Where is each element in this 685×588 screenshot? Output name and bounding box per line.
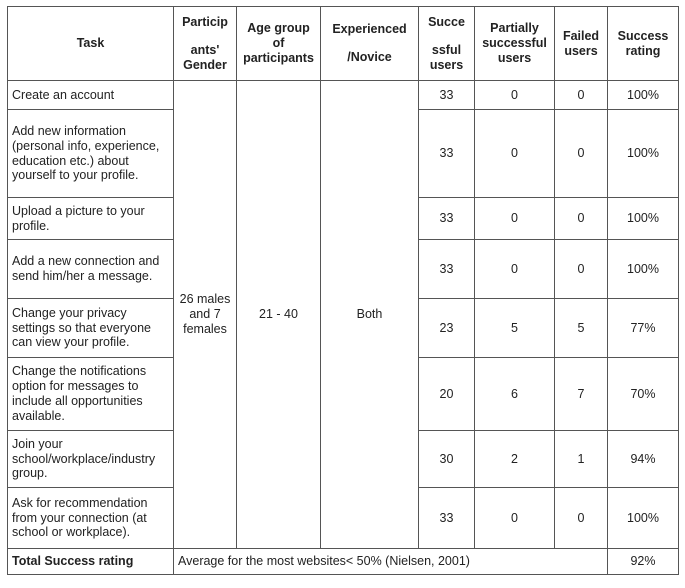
failed-cell: 0 — [555, 488, 608, 549]
failed-cell: 0 — [555, 240, 608, 299]
header-successful-top: Succe — [428, 14, 465, 29]
header-successful-users — [419, 7, 475, 81]
task-cell: Join your school/workplace/industry group. — [8, 431, 174, 488]
header-experience — [321, 7, 419, 81]
failed-cell: 5 — [555, 299, 608, 358]
successful-cell: 33 — [419, 198, 475, 240]
failed-cell: 1 — [555, 431, 608, 488]
partial-cell: 0 — [475, 198, 555, 240]
rating-cell: 100% — [608, 110, 679, 198]
header-experience-bottom: /Novice — [347, 50, 392, 64]
task-cell: Upload a picture to your profile. — [8, 198, 174, 240]
partial-cell: 0 — [475, 81, 555, 110]
header-successful-bottom: ssful users — [429, 42, 464, 72]
age-group-cell: 21 - 40 — [237, 81, 321, 549]
successful-cell: 33 — [419, 240, 475, 299]
rating-cell: 100% — [608, 198, 679, 240]
partial-cell: 0 — [475, 110, 555, 198]
participants-gender-cell: 26 males and 7 females — [174, 81, 237, 549]
task-cell: Add new information (personal info, experience, education etc.) about yourself to your profile. — [8, 110, 174, 198]
successful-cell: 33 — [419, 488, 475, 549]
header-success-rating: Success rating — [608, 7, 679, 81]
header-age-group: Age group of participants — [237, 7, 321, 81]
total-success-label: Total Success rating — [8, 549, 174, 575]
successful-cell: 23 — [419, 299, 475, 358]
successful-cell: 30 — [419, 431, 475, 488]
partial-cell: 6 — [475, 358, 555, 431]
header-gender-bottom: ants' Gender — [183, 42, 227, 72]
usability-results-table — [7, 6, 679, 575]
rating-cell: 100% — [608, 81, 679, 110]
table-row — [8, 81, 679, 110]
rating-cell: 100% — [608, 488, 679, 549]
header-gender — [174, 7, 237, 81]
task-cell: Change your privacy settings so that everyone can view your profile. — [8, 299, 174, 358]
failed-cell: 0 — [555, 81, 608, 110]
nielsen-average-note: Average for the most websites< 50% (Nielsen, 2001) — [174, 549, 608, 575]
total-success-rating: 92% — [608, 549, 679, 575]
task-cell: Ask for recommendation from your connection (at school or workplace). — [8, 488, 174, 549]
header-task: Task — [8, 7, 174, 81]
header-failed-users: Failed users — [555, 7, 608, 81]
partial-cell: 0 — [475, 240, 555, 299]
failed-cell: 0 — [555, 110, 608, 198]
partial-cell: 5 — [475, 299, 555, 358]
partial-cell: 2 — [475, 431, 555, 488]
task-cell: Add a new connection and send him/her a message. — [8, 240, 174, 299]
header-gender-top: Particip — [182, 14, 228, 29]
task-cell: Create an account — [8, 81, 174, 110]
successful-cell: 20 — [419, 358, 475, 431]
rating-cell: 100% — [608, 240, 679, 299]
header-partial-users: Partially successful users — [475, 7, 555, 81]
successful-cell: 33 — [419, 110, 475, 198]
rating-cell: 70% — [608, 358, 679, 431]
task-cell: Change the notifications option for messages to include all opportunities available. — [8, 358, 174, 431]
successful-cell: 33 — [419, 81, 475, 110]
total-row — [8, 549, 679, 575]
failed-cell: 7 — [555, 358, 608, 431]
rating-cell: 77% — [608, 299, 679, 358]
experience-cell: Both — [321, 81, 419, 549]
header-row — [8, 7, 679, 81]
failed-cell: 0 — [555, 198, 608, 240]
header-experience-top: Experienced — [332, 22, 407, 36]
rating-cell: 94% — [608, 431, 679, 488]
partial-cell: 0 — [475, 488, 555, 549]
